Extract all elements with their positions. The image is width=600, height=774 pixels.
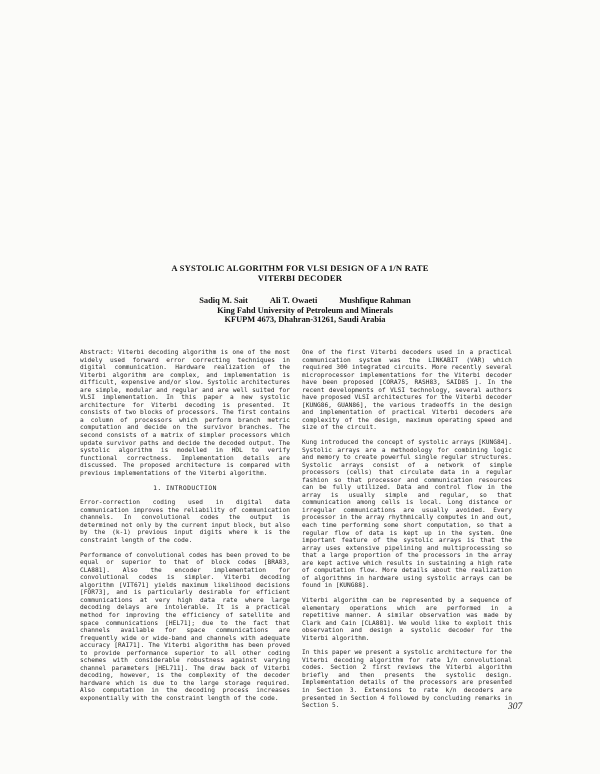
body-paragraph: Performance of convolutional codes has been proved to be equal or superior to that of block codes [BRA83, CLA881]. Also the encoder implementation for convolutional codes is simpler. Viterbi decoding algorithm [VIT671] yields maximum likelihood decisions [FOR73], and is particularly desirable for efficient communications at very high data rate where large decoding delays are intolerable. It is a practical method for improving the efficiency of satellite and space communications [HEL71]; due to the fact that channels available for space communications are frequently wide or wide-band and channels with adequate accuracy [RAI71]. The Viterbi algorithm has been proved to provide performance superior to all other coding schemes with considerable robustness against varying channel parameters [HEL711]. The draw back of Viterbi decoding, however, is the complexity of the decoder hardware which is due to the large storage required. Also computation in the decoding process increases exponentially with the constraint length of the code. [80,551,290,702]
author-name: Mushfique Rahman [339,296,411,305]
left-column [80,349,290,710]
body-paragraph: Viterbi algorithm can be represented by a sequence of elementary operations which are performed in a repetitive manner. A similar observation was made by Clark and Cain [CLA881]. We would like to exploit this observation and design a systolic decoder for the Viterbi algorithm. [302,596,512,642]
body-paragraph: Kung introduced the concept of systolic arrays [KUNG84]. Systolic arrays are a methodology for combining logic and memory to create powerful single regular structures. Systolic arrays consist of a network of simple processors (cells) that circulate data in a regular fashion so that processor and communication resources can be fully utilized. Data and control flow in the array is usually simple and regular, so that communication among cells is local. Long distance or irregular communications are usually avoided. Every processor in the array rhythmically computes in and out, each time performing some short computation, so that a regular flow of data is kept up in the system. One important feature of the systolic arrays is that the array uses extensive pipelining and multiprocessing so that a large proportion of the processors in the array are kept active which results in sustaining a high rate of computation flow. More details about the realization of algorithms in hardware using systolic arrays can be found in [KUNG88]. [302,439,512,590]
page-number: 307 [508,702,523,712]
paper-title [120,263,480,283]
author-address: KFUPM 4673, Dhahran-31261, Saudi Arabia [224,315,386,325]
abstract-paragraph: Abstract: Viterbi decoding algorithm is one of the most widely used forward error correcting techniques in digital communication. Hardware realization of the Viterbi algorithm are complex, and implementation is difficult, expensive and/or slow. Systolic architectures are simple, modular and regular and are well suited for VLSI implementation. In this paper a new systolic architecture for Viterbi decoding is presented. It consists of two blocks of processors. The first contains a column of processors which perform branch metric computation and decide on the survivor branches. The second consists of a matrix of simpler processors which update survivor paths and decide the decoded output. The systolic algorithm is modelled in HDL to verify functional correctness. Implementation details are discussed. The proposed architecture is compared with previous implementations of the Viterbi algorithm. [80,349,290,477]
body-paragraph: One of the first Viterbi decoders used in a practical communication system was the LINKABIT (VAR) which required 300 integrated circuits. More recently several microprocessor implementations for the Viterbi decoder have been proposed [CORA75, RASH83, SAID85 ]. In the recent developments of VLSI technology, several authors have proposed VLSI architectures for the Viterbi decoder [KUNG86, GUAN86], the various tradeoffs in the design and implementation of practical Viterbi decoders are complexity of the design, maximum operating speed and size of the circuit. [302,349,512,432]
author-block [150,296,460,325]
author-names [150,296,460,306]
body-paragraph: In this paper we present a systolic architecture for the Viterbi decoding algorithm for rate 1/n convolutional codes. Section 2 first reviews the Viterbi algorithm briefly and then presents the systolic design. Implementation details of the processors are presented in Section 3. Extensions to rate k/n decoders are presented in Section 4 followed by concluding remarks in Section 5. [302,649,512,710]
title-line-2: VITERBI DECODER [257,273,343,283]
title-line-1: A SYSTOLIC ALGORITHM FOR VLSI DESIGN OF A 1/N RATE [171,263,429,273]
section-heading-introduction: 1. INTRODUCTION [153,484,217,493]
author-affiliation: King Fahd University of Petroleum and Minerals [217,305,393,315]
author-name: Sadiq M. Sait [199,296,248,305]
body-paragraph: Error-correction coding used in digital data communication improves the reliability of communication channels. In convolutional codes the output is determined not only by the current input block, but also by the (k-1) previous input digits where k is the constraint length of the code. [80,499,290,545]
author-name: Ali T. Owaeti [269,296,318,305]
right-column [302,349,512,717]
